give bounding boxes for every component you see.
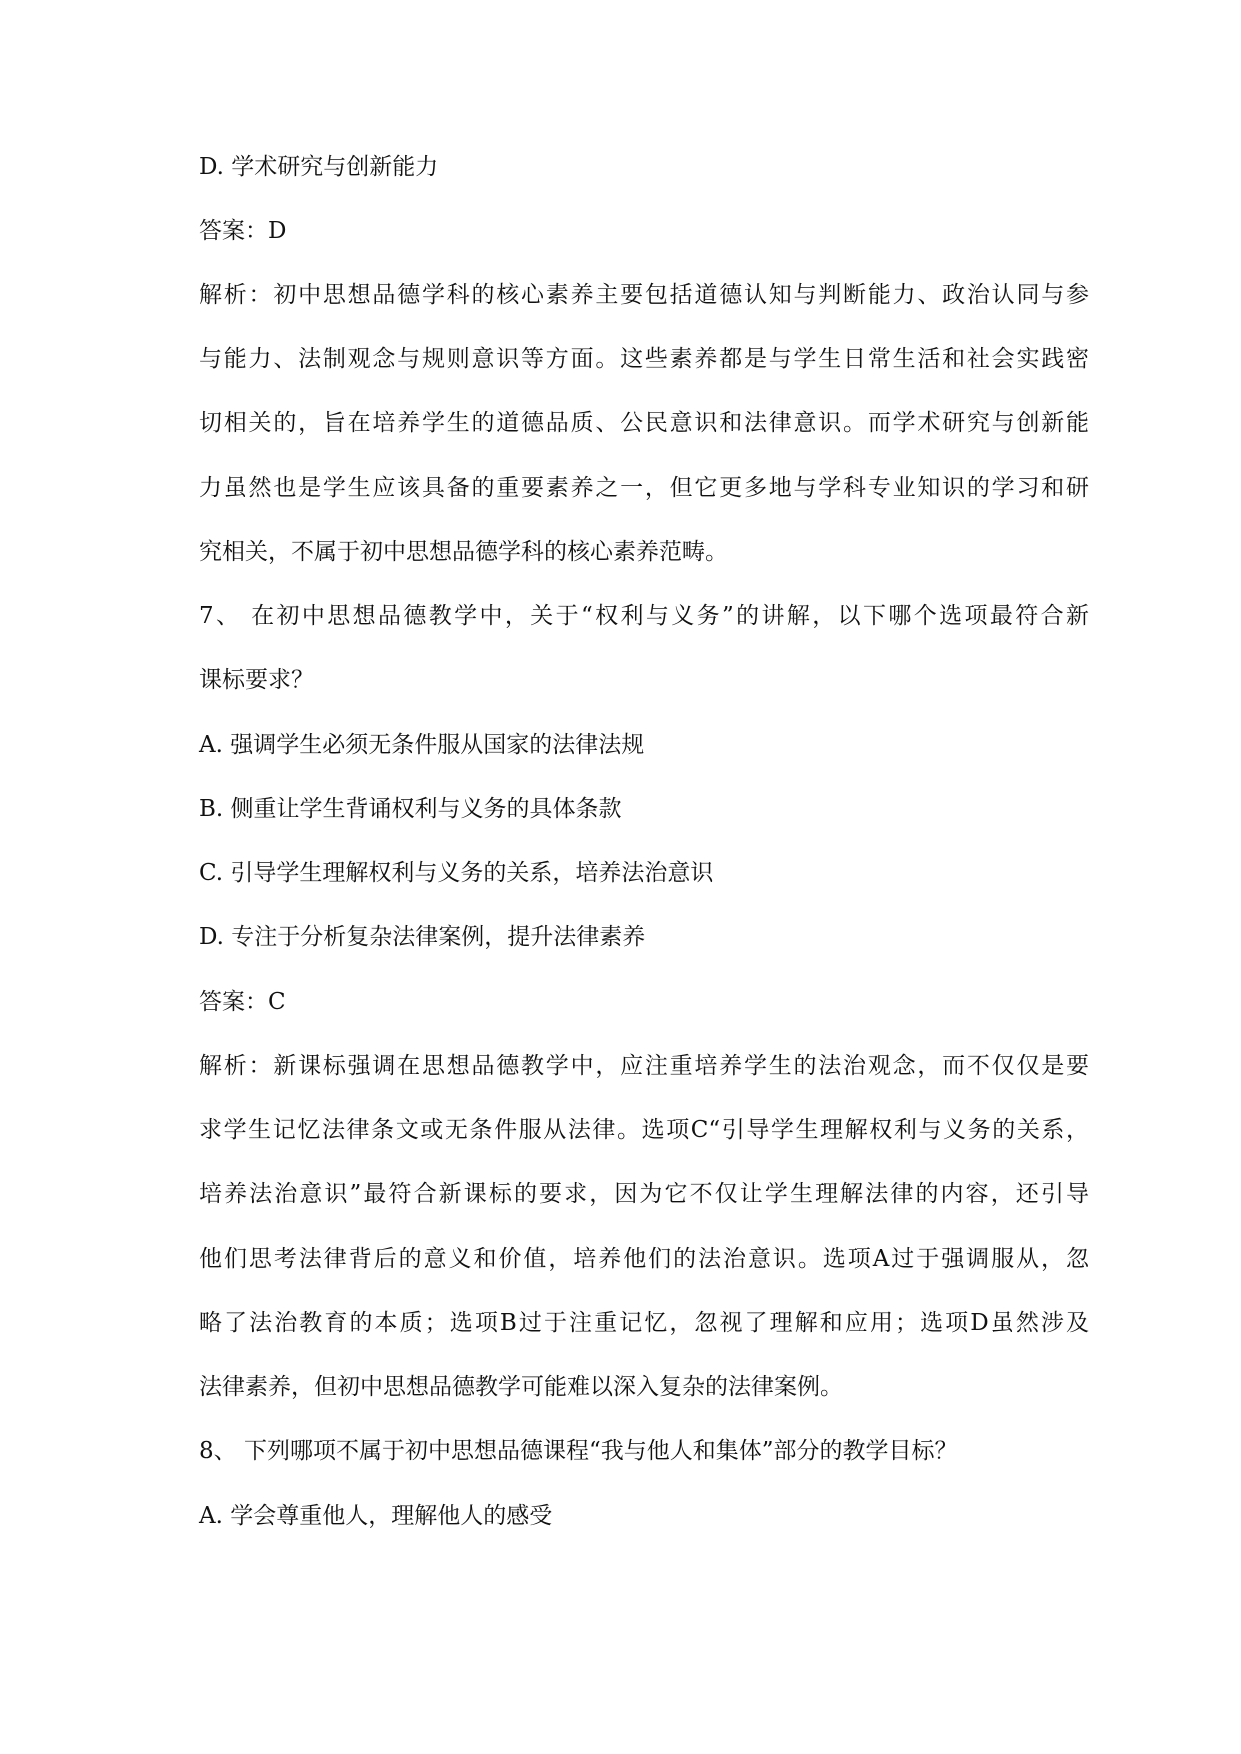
q7-analysis-line: 法律素养，但初中思想品德教学可能难以深入复杂的法律案例。	[199, 1374, 843, 1400]
q7-option-b: B. 侧重让学生背诵权利与义务的具体条款	[199, 796, 622, 822]
q7-analysis-line: 求学生记忆法律条文或无条件服从法律。选项C“引导学生理解权利与义务的关系，	[199, 1117, 1089, 1143]
q6-analysis-line: 切相关的，旨在培养学生的道德品质、公民意识和法律意识。而学术研究与创新能	[199, 410, 1089, 436]
q7-answer: 答案：C	[199, 989, 286, 1015]
q6-option-d: D. 学术研究与创新能力	[199, 154, 439, 180]
q6-analysis-line: 与能力、法制观念与规则意识等方面。这些素养都是与学生日常生活和社会实践密	[199, 346, 1089, 372]
q7-analysis-line: 培养法治意识”最符合新课标的要求，因为它不仅让学生理解法律的内容，还引导	[199, 1181, 1089, 1207]
q6-analysis-line: 力虽然也是学生应该具备的重要素养之一，但它更多地与学科专业知识的学习和研	[199, 475, 1089, 501]
q7-analysis-line: 解析：新课标强调在思想品德教学中，应注重培养学生的法治观念，而不仅仅是要	[199, 1053, 1089, 1079]
q7-analysis-line: 他们思考法律背后的意义和价值，培养他们的法治意识。选项A过于强调服从，忽	[199, 1246, 1089, 1272]
q6-answer: 答案：D	[199, 218, 287, 244]
q7-analysis-line: 略了法治教育的本质；选项B过于注重记忆，忽视了理解和应用；选项D虽然涉及	[199, 1310, 1089, 1336]
q6-analysis-line: 解析：初中思想品德学科的核心素养主要包括道德认知与判断能力、政治认同与参	[199, 282, 1089, 308]
q7-stem-line: 课标要求？	[199, 667, 314, 693]
q7-option-d: D. 专注于分析复杂法律案例，提升法律素养	[199, 924, 646, 950]
q7-option-c: C. 引导学生理解权利与义务的关系，培养法治意识	[199, 860, 714, 886]
q7-option-a: A. 强调学生必须无条件服从国家的法律法规	[199, 732, 645, 758]
q7-stem-line: 7、 在初中思想品德教学中，关于“权利与义务”的讲解，以下哪个选项最符合新	[199, 603, 1089, 629]
q8-option-a: A. 学会尊重他人，理解他人的感受	[199, 1503, 553, 1529]
q6-analysis-line: 究相关，不属于初中思想品德学科的核心素养范畴。	[199, 539, 728, 565]
q8-stem: 8、 下列哪项不属于初中思想品德课程“我与他人和集体”部分的教学目标？	[199, 1438, 958, 1464]
